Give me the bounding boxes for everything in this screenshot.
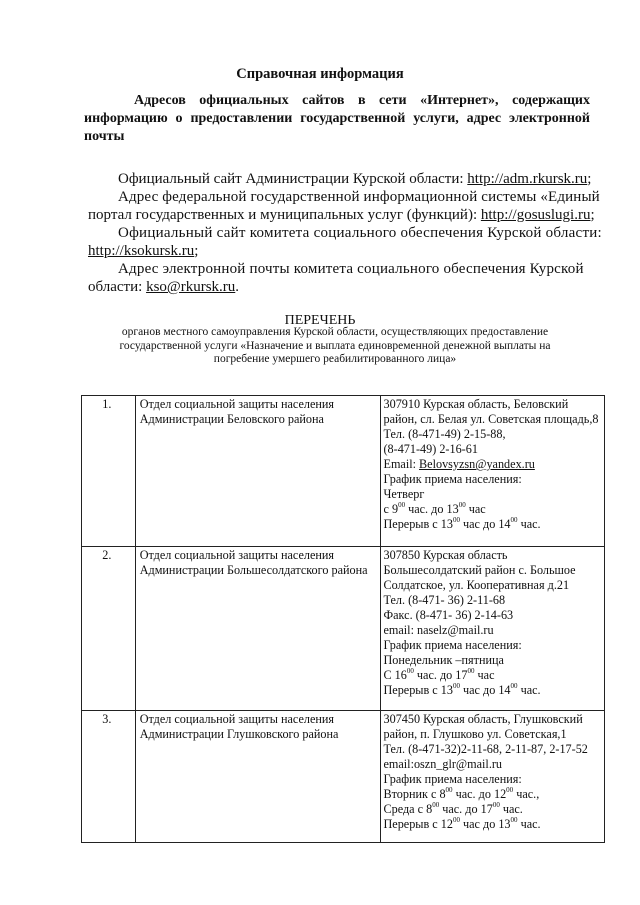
- hours-text: час. до 17: [413, 668, 468, 682]
- kso-email-link[interactable]: kso@rkursk.ru: [146, 279, 236, 295]
- subtitle-text: Адресов официальных сайтов в сети «Интернет», содержащих информацию о предоставлении государственной услуги, адрес электронной почты: [84, 93, 590, 144]
- office-name: Отдел социальной защиты населения Администрации Глушковского района: [135, 711, 380, 843]
- hours-minutes: 00: [432, 801, 440, 809]
- break-text: Перерыв с 13: [383, 517, 453, 531]
- list-description: [100, 326, 570, 367]
- schedule-hours: [384, 502, 602, 517]
- hours-text: час: [474, 668, 495, 682]
- schedule-break: [384, 817, 602, 832]
- hours-minutes: 00: [506, 786, 514, 794]
- site-line-kso: Официальный сайт комитета социального обеспечения Курской области:: [118, 225, 602, 241]
- table-row: [82, 396, 605, 547]
- office-email-line: [384, 457, 602, 472]
- break-text: час.: [517, 517, 541, 531]
- break-text: час до 13: [459, 817, 511, 831]
- office-name: Отдел социальной защиты населения Администрации Беловского района: [135, 396, 380, 547]
- hours-text: час. до 17: [439, 802, 493, 816]
- site-email-tail: .: [235, 279, 240, 295]
- site-line-email-1: Адрес электронной почты комитета социального обеспечения Курской: [118, 261, 584, 277]
- office-phone: Тел. (8-471-32)2-11-68, 2-11-87, 2-17-52: [383, 742, 588, 756]
- break-text: час.: [517, 817, 541, 831]
- site-email-label: области:: [88, 279, 147, 295]
- hours-minutes: 00: [458, 501, 466, 509]
- site-line-adm: [118, 170, 591, 188]
- break-minutes: 00: [452, 516, 460, 524]
- site-portal-tail: ;: [590, 207, 595, 223]
- hours-text: час.,: [513, 787, 540, 801]
- schedule-days: Понедельник –пятница: [383, 653, 504, 667]
- hours-minutes: 00: [492, 801, 500, 809]
- break-text: час.: [517, 683, 541, 697]
- office-address: 307910 Курская область, Беловский район, сл. Белая ул. Советская площадь,8: [383, 397, 599, 426]
- break-text: час до 14: [459, 683, 511, 697]
- gosuslugi-link[interactable]: http://gosuslugi.ru: [480, 207, 591, 223]
- office-email: email: naselz@mail.ru: [383, 623, 494, 637]
- list-description-line: государственной услуги «Назначение и выплата единовременной денежной выплаты на: [119, 339, 551, 352]
- table-row: [82, 711, 605, 843]
- document-title: Справочная информация: [236, 66, 404, 82]
- hours-minutes: 00: [467, 667, 475, 675]
- hours-text: Среда с 8: [383, 802, 433, 816]
- row-number: 2.: [82, 547, 136, 711]
- break-minutes: 00: [510, 816, 518, 824]
- site-line-email-2: [88, 278, 239, 296]
- break-minutes: 00: [510, 682, 518, 690]
- office-contacts: [380, 547, 605, 711]
- schedule-break: [384, 683, 602, 698]
- document-subtitle: [84, 92, 590, 146]
- office-contacts: [380, 396, 605, 547]
- break-text: час до 14: [459, 517, 511, 531]
- schedule-hours: [384, 668, 602, 683]
- table-row: [82, 547, 605, 711]
- site-line-portal-1: Адрес федеральной государственной информационной системы «Единый: [118, 189, 600, 205]
- list-description-line: органов местного самоуправления Курской области, осуществляющих предоставление: [121, 326, 549, 338]
- break-minutes: 00: [452, 682, 460, 690]
- hours-minutes: 00: [445, 786, 453, 794]
- row-number: 1.: [82, 396, 136, 547]
- schedule-break: [384, 517, 602, 532]
- break-text: Перерыв с 12: [383, 817, 453, 831]
- hours-text: с 9: [383, 502, 399, 516]
- schedule-tuesday: [384, 787, 602, 802]
- hours-minutes: 00: [398, 501, 406, 509]
- list-description-line: погребение умершего реабилитированного лица»: [213, 353, 457, 365]
- office-name: Отдел социальной защиты населения Администрации Большесолдатского района: [135, 547, 380, 711]
- offices-table: [81, 395, 605, 843]
- hours-text: С 16: [383, 668, 407, 682]
- schedule-label: График приема населения:: [383, 472, 522, 486]
- hours-text: час. до 12: [452, 787, 507, 801]
- office-email: email:oszn_glr@mail.ru: [383, 757, 503, 771]
- office-email-link[interactable]: Belovsyzsn@yandex.ru: [419, 457, 535, 471]
- office-address: 307850 Курская область Большесолдатский район с. Большое Солдатское, ул. Кооперативная д.21: [383, 548, 576, 592]
- hours-text: час: [465, 502, 486, 516]
- email-label: Email:: [383, 457, 420, 471]
- break-minutes: 00: [510, 516, 518, 524]
- schedule-wednesday: [384, 802, 602, 817]
- row-number: 3.: [82, 711, 136, 843]
- office-phone: Тел. (8-471- 36) 2-11-68: [383, 593, 506, 607]
- ksokursk-link[interactable]: http://ksokursk.ru: [88, 243, 195, 259]
- site-adm-label: Официальный сайт Администрации Курской области:: [118, 171, 468, 187]
- site-portal-label: портал государственных и муниципальных услуг (функций):: [88, 207, 481, 223]
- schedule-days: Четверг: [383, 487, 425, 501]
- break-text: Перерыв с 13: [383, 683, 453, 697]
- office-fax: Факс. (8-471- 36) 2-14-63: [383, 608, 514, 622]
- office-address: 307450 Курская область, Глушковский район, п. Глушково ул. Советская,1: [383, 712, 583, 741]
- office-phone: (8-471-49) 2-16-61: [383, 442, 478, 456]
- site-adm-tail: ;: [587, 171, 592, 187]
- office-phone: Тел. (8-471-49) 2-15-88,: [383, 427, 506, 441]
- hours-text: Вторник с 8: [383, 787, 446, 801]
- schedule-label: График приема населения:: [383, 772, 522, 786]
- hours-text: час.: [499, 802, 523, 816]
- schedule-label: График приема населения:: [383, 638, 522, 652]
- office-contacts: [380, 711, 605, 843]
- site-kso-tail: ;: [194, 243, 199, 259]
- hours-text: час. до 13: [405, 502, 459, 516]
- hours-minutes: 00: [406, 667, 414, 675]
- adm-link[interactable]: http://adm.rkursk.ru: [467, 171, 588, 187]
- site-line-kso-link: [88, 242, 198, 260]
- break-minutes: 00: [452, 816, 460, 824]
- list-heading: ПЕРЕЧЕНЬ: [284, 313, 356, 328]
- site-line-portal-2: [88, 206, 595, 224]
